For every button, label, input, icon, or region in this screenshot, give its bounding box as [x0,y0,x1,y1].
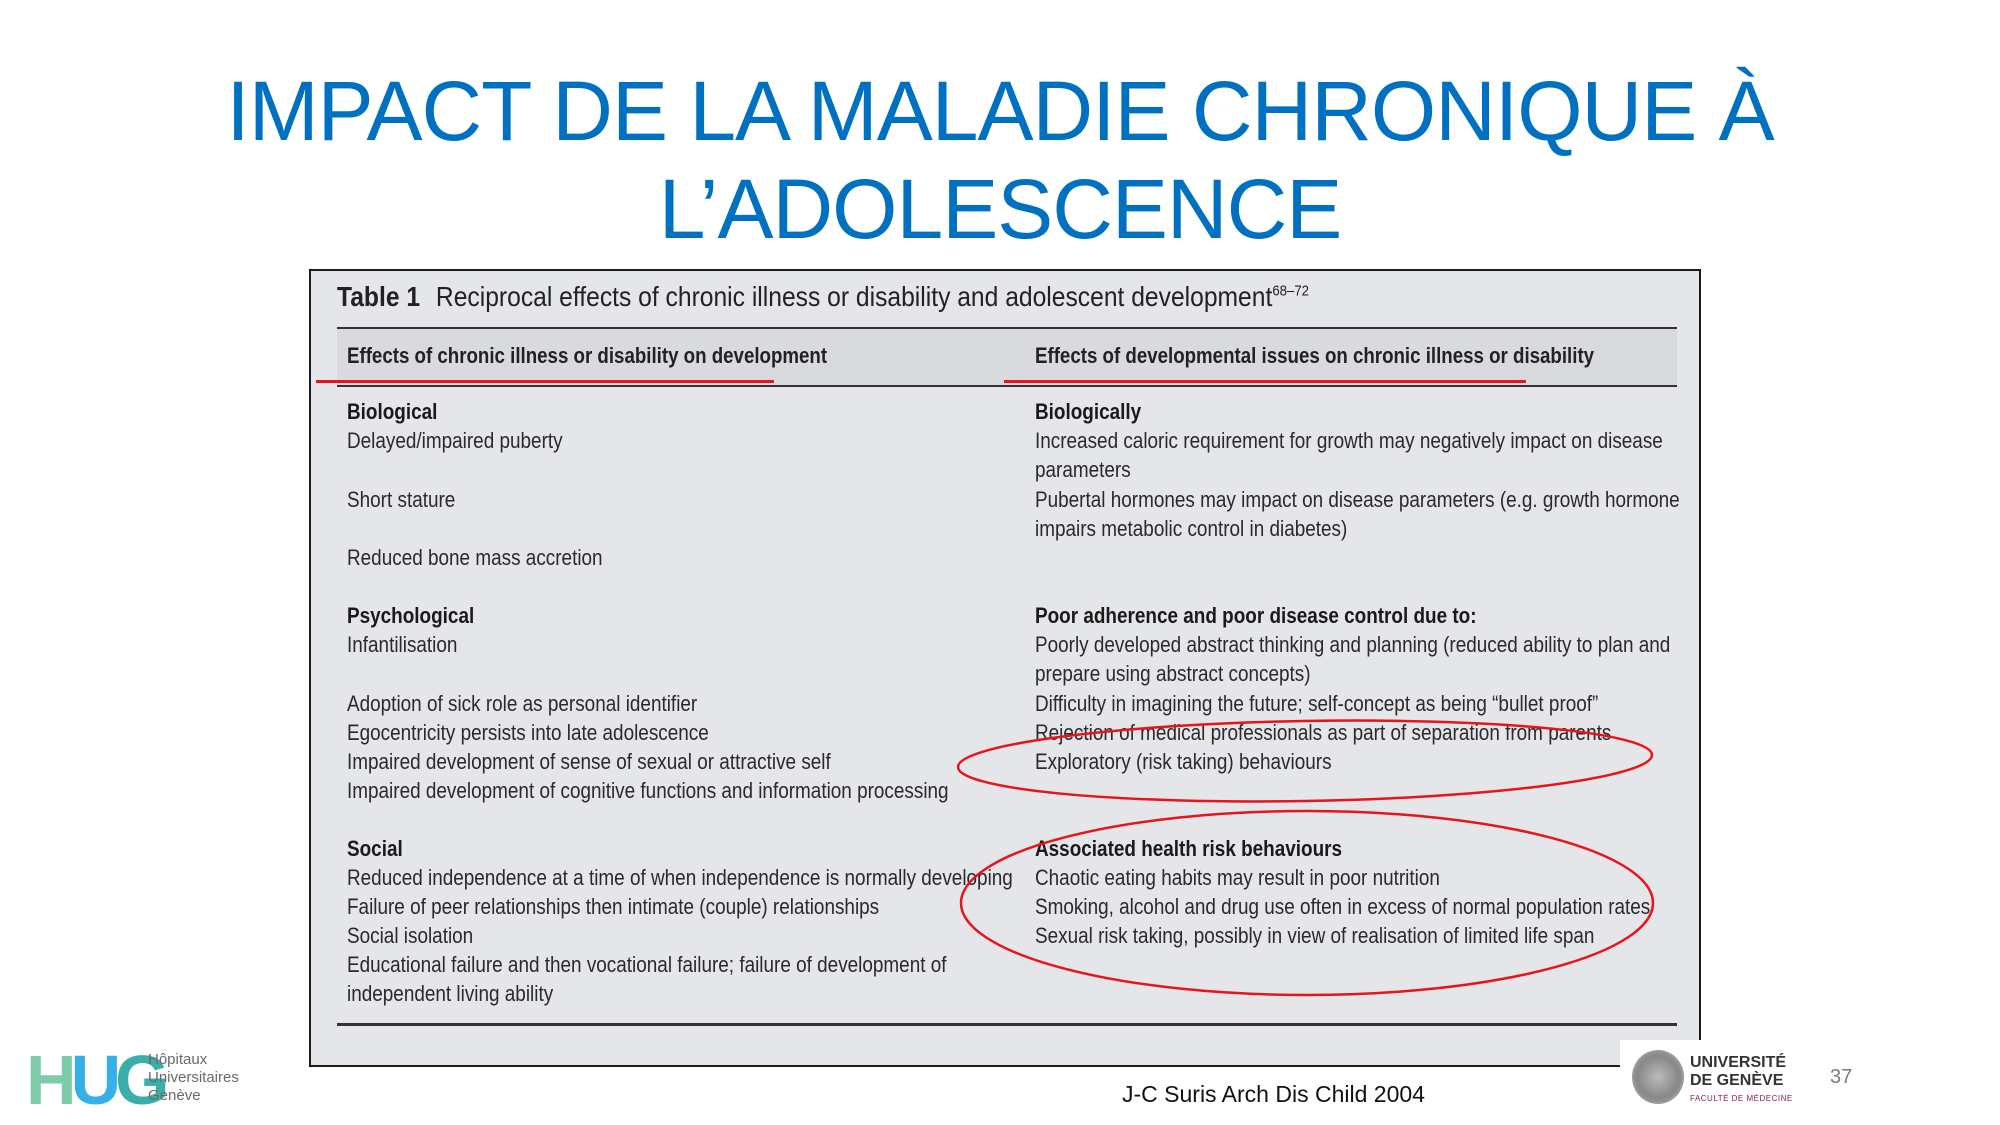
unige-line-2: DE GENÈVE [1690,1072,1784,1089]
right-biological-item: impairs metabolic control in diabetes) [1035,516,1348,541]
unige-faculty: FACULTÉ DE MÉDECINE [1690,1094,1793,1103]
left-psychological-item: Impaired development of cognitive functions and information processing [347,778,949,803]
unige-seal-icon [1632,1050,1684,1104]
title-line-2: L’ADOLESCENCE [658,162,1342,256]
hug-logo-mark: HUG [26,1041,164,1119]
hug-line-3: Genève [148,1087,201,1104]
left-social-item: Reduced independence at a time of when independence is normally developing [347,865,1013,890]
left-psychological-item: Impaired development of sense of sexual or attractive self [347,749,831,774]
right-adherence-item: Rejection of medical professionals as part of separation from parents [1035,720,1612,745]
right-risk-item: Chaotic eating habits may result in poor nutrition [1035,865,1440,890]
table-number: Table 1 [337,281,421,312]
right-adherence-item: Difficulty in imagining the future; self-concept as being “bullet proof” [1035,691,1599,716]
left-biological-item: Short stature [347,487,456,512]
annotation-underline-left [316,380,774,383]
unige-line-1: UNIVERSITÉ [1690,1054,1787,1071]
left-social-heading: Social [347,836,403,861]
table-caption-text: Reciprocal effects of chronic illness or disability and adolescent development [435,281,1273,312]
left-social-item: Educational failure and then vocational failure; failure of development of [347,952,947,977]
title-line-1: IMPACT DE LA MALADIE CHRONIQUE À [226,64,1774,158]
column-header-left: Effects of chronic illness or disability on development [347,343,828,368]
left-social-item: Failure of peer relationships then intimate (couple) relationships [347,894,880,919]
right-biological-item: parameters [1035,457,1131,482]
right-adherence-item: Poorly developed abstract thinking and planning (reduced ability to plan and [1035,632,1671,657]
left-social-item: independent living ability [347,981,554,1006]
table-caption [337,281,1309,313]
annotation-underline-right [1004,380,1526,383]
unige-logo [1620,1040,1810,1120]
right-adherence-item: Exploratory (risk taking) behaviours [1035,749,1332,774]
right-risk-heading: Associated health risk behaviours [1035,836,1343,861]
hug-logo-text [148,1051,239,1105]
hug-line-2: Universitaires [148,1069,239,1086]
right-risk-item: Sexual risk taking, possibly in view of realisation of limited life span [1035,923,1595,948]
left-psychological-item: Egocentricity persists into late adolescence [347,720,709,745]
slide-title [0,62,2000,258]
left-social-item: Social isolation [347,923,474,948]
right-biological-item: Pubertal hormones may impact on disease parameters (e.g. growth hormone [1035,487,1680,512]
hug-line-1: Hôpitaux [148,1051,208,1068]
right-biological-item: Increased caloric requirement for growth may negatively impact on disease [1035,428,1663,453]
right-risk-item: Smoking, alcohol and drug use often in excess of normal population rates [1035,894,1651,919]
source-citation: J-C Suris Arch Dis Child 2004 [1122,1081,1425,1107]
left-biological-heading: Biological [347,399,438,424]
right-adherence-item: prepare using abstract concepts) [1035,661,1311,686]
right-adherence-heading: Poor adherence and poor disease control due to: [1035,603,1477,628]
hug-logo [26,1041,246,1119]
right-biological-heading: Biologically [1035,399,1142,424]
left-psychological-item: Adoption of sick role as personal identifier [347,691,698,716]
left-psychological-heading: Psychological [347,603,475,628]
page-number: 37 [1830,1066,1853,1088]
table-caption-refs: 68–72 [1272,282,1310,300]
left-biological-item: Reduced bone mass accretion [347,545,603,570]
left-biological-item: Delayed/impaired puberty [347,428,563,453]
table-bottom-rule [337,1023,1677,1026]
table-header-rule [337,385,1677,387]
left-psychological-item: Infantilisation [347,632,458,657]
table-image [309,269,1701,1067]
column-header-right: Effects of developmental issues on chronic illness or disability [1035,343,1595,368]
unige-name [1690,1054,1786,1090]
